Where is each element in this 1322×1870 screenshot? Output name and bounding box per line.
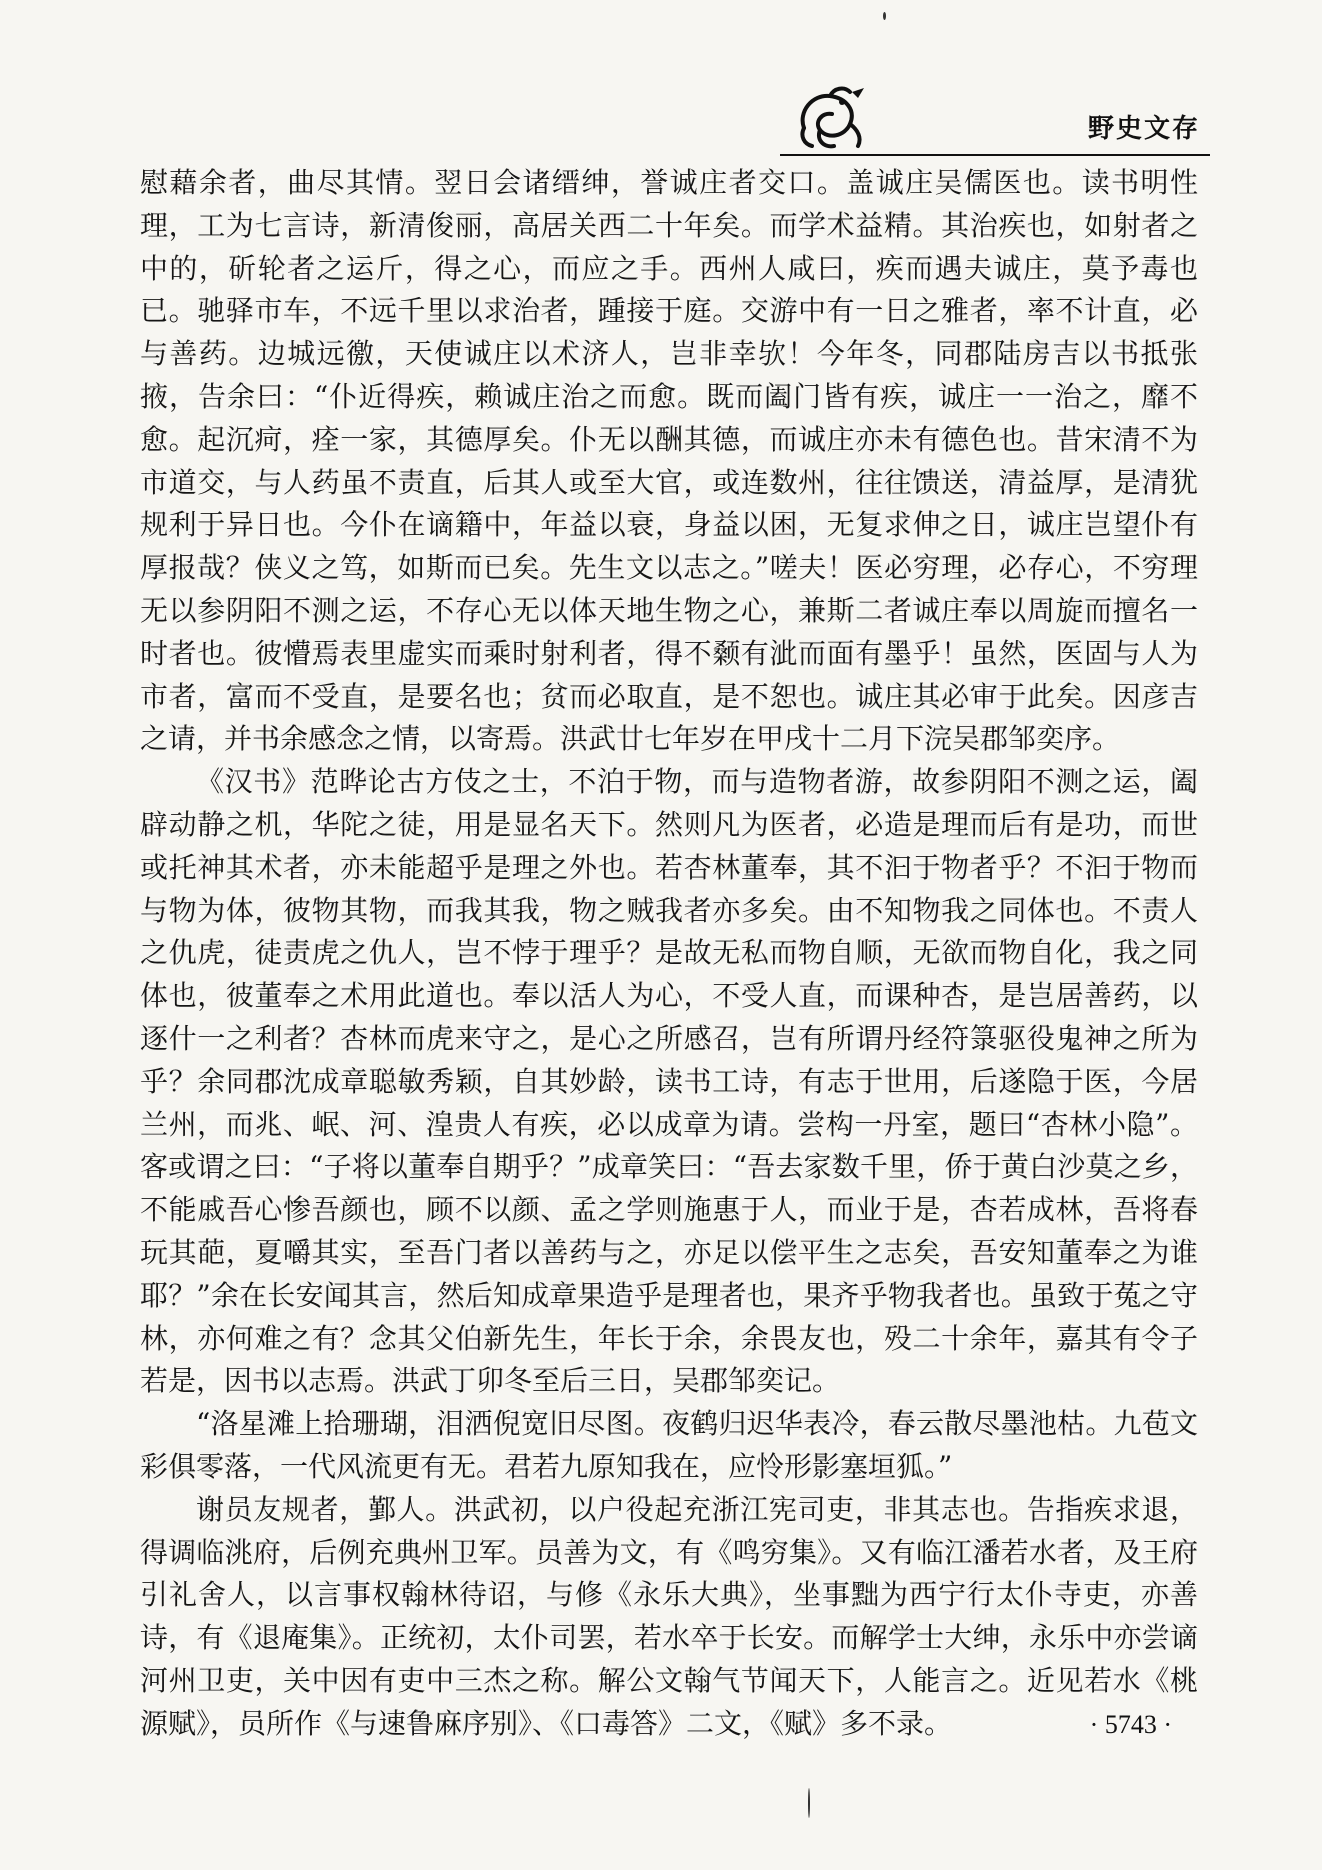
scan-speck (808, 1788, 810, 1818)
dragon-emblem-icon (790, 82, 870, 154)
paragraph: 谢员友规者，鄞人。洪武初，以户役起充浙江宪司吏，非其志也。告指疾求退，得调临洮府，后例充典州卫军。员善为文，有《鸣穷集》。又有临江潘若水者，及王府引礼舍人，以言事权翰林待诏，与修《永乐大典》，坐事黜为西宁行太仆寺吏，亦善诗，有《退庵集》。正统初，太仆司罢，若水卒于长安。而解学士大绅，永乐中亦尝谪河州卫吏，关中因有吏中三杰之称。解公文翰气节闻天下，人能言之。近见若水《桃源赋》，员所作《与速鲁麻序别》、《口毒答》二文，《赋》多不录。 (140, 1492, 1198, 1740)
paragraph: 《汉书》范晔论古方伎之士，不泊于物，而与造物者游，故参阴阳不测之运，阖辟动静之机，华陀之徒，用是显名天下。然则凡为医者，必造是理而后有是功，而世或托神其术者，亦未能超乎是理之外也。若杏林董奉，其不汩于物者乎？不汩于物而与物为体，彼物其物，而我其我，物之贼我者亦多矣。由不知物我之同体也。不责人之仇虎，徒责虎之仇人，岂不悖于理乎？是故无私而物自顺，无欲而物自化，我之同体也，彼董奉之术用此道也。奉以活人为心，不受人直，而课种杏，是岂居善药，以逐什一之利者？杏林而虎来守之，是心之所感召，岂有所谓丹经符箓驱役鬼神之所为乎？余同郡沈成章聪敏秀颖，自其妙龄，读书工诗，有志于世用，后遂隐于医，今居兰州，而兆、岷、河、湟贵人有疾，必以成章为请。尝构一丹室，题曰“杏林小隐”。客或谓之曰：“子将以董奉自期乎？”成章笑曰：“吾去家数千里，侨于黄白沙莫之乡，不能戚吾心惨吾颜也，顾不以颜、孟之学则施惠于人，而业于是，杏若成林，吾将春玩其葩，夏嚼其实，至吾门者以善药与之，亦足以偿平生之志矣，吾安知董奉之为谁耶？”余在长安闻其言，然后知成章果造乎是理者也，果齐乎物我者也。虽致于菟之守林，亦何难之有？念其父伯新先生，年长于余，余畏友也，殁二十余年，嘉其有令子若是，因书以志焉。洪武丁卯冬至后三日，吴郡邹奕记。 (140, 765, 1198, 1398)
body-text (140, 162, 1198, 1745)
header-rule (780, 154, 1210, 156)
scan-speck (883, 12, 886, 20)
poem-paragraph: “洛星滩上拾珊瑚，泪洒倪宽旧尽图。夜鹤归迟华表冷，春云散尽墨池枯。九苞文彩俱零落，一代风流更有无。君若九原知我在，应怜形影塞垣狐。” (140, 1407, 1198, 1483)
page-number: · 5743 · (1089, 1710, 1172, 1739)
header-title: 野史文存 (1087, 114, 1200, 144)
paragraph: 慰藉余者，曲尽其情。翌日会诸缙绅，誉诚庄者交口。盖诚庄吴儒医也。读书明性理，工为七言诗，新清俊丽，高居关西二十年矣。而学术益精。其治疾也，如射者之中的，斫轮者之运斤，得之心，而应之手。西州人咸曰，疾而遇夫诚庄，莫予毒也已。驰驿市车，不远千里以求治者，踵接于庭。交游中有一日之雅者，率不计直，必与善药。边城远徼，天使诚庄以术济人，岂非幸欤！今年冬，同郡陆房吉以书抵张掖，告余曰：“仆近得疾，赖诚庄治之而愈。既而阖门皆有疾，诚庄一一治之，靡不愈。起沉疴，痊一家，其德厚矣。仆无以酬其德，而诚庄亦未有德色也。昔宋清不为市道交，与人药虽不责直，后其人或至大官，或连数州，往往馈送，清益厚，是清犹规利于异日也。今仆在谪籍中，年益以衰，身益以困，无复求伸之日，诚庄岂望仆有厚报哉？侠义之笃，如斯而已矣。先生文以志之。”嗟夫！医必穷理，必存心，不穷理无以参阴阳不测之运，不存心无以体天地生物之心，兼斯二者诚庄奉以周旋而擅名一时者也。彼懵焉表里虚实而乘时射利者，得不颡有泚而面有墨乎！虽然，医固与人为市者，富而不受直，是要名也；贫而必取直，是不恕也。诚庄其必审于此矣。因彦吉之请，并书余感念之情，以寄焉。洪武廿七年岁在甲戌十二月下浣吴郡邹奕序。 (140, 166, 1198, 756)
running-header (780, 82, 1210, 162)
